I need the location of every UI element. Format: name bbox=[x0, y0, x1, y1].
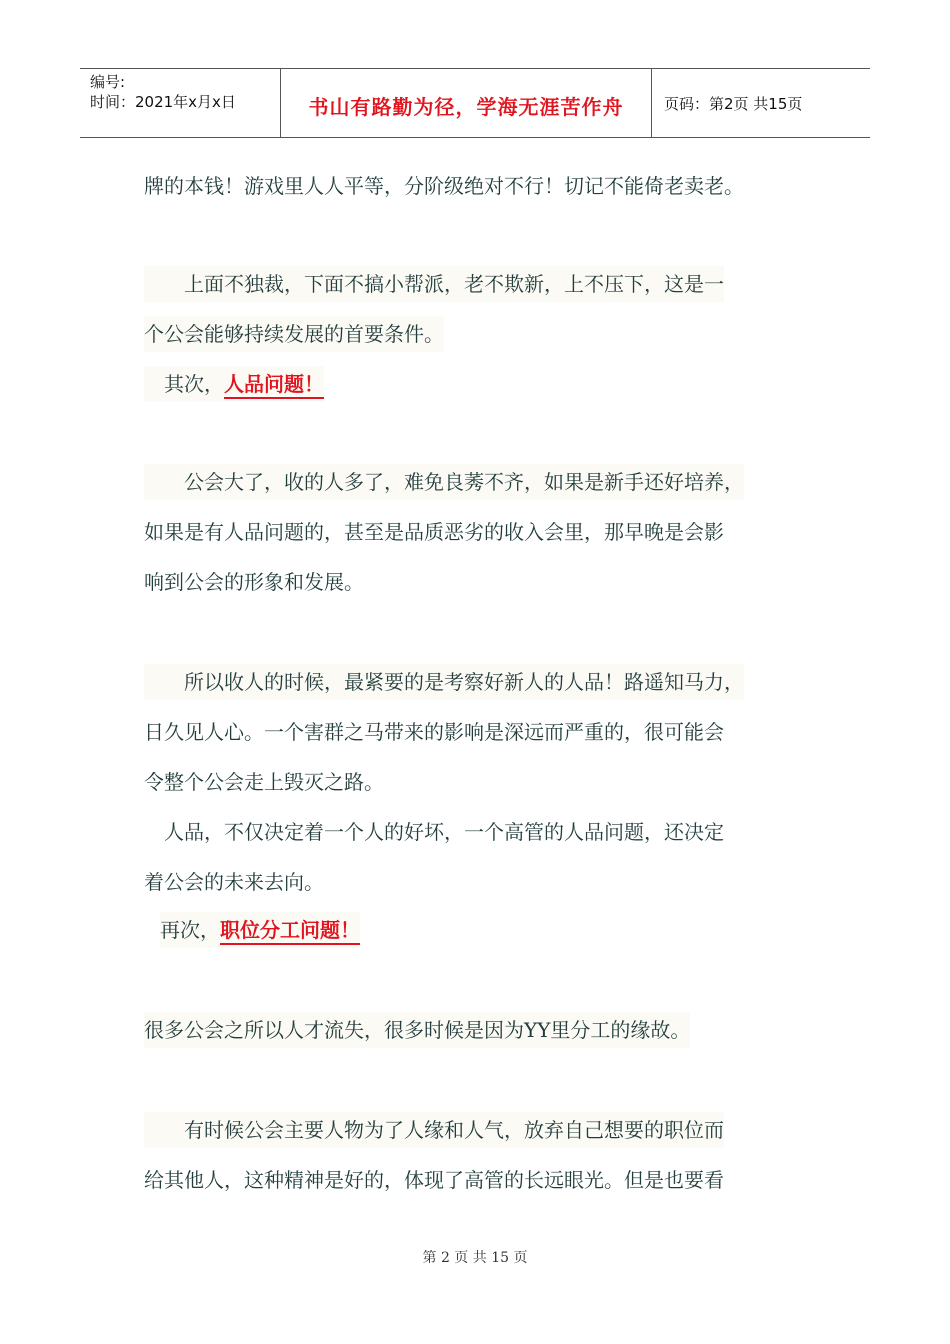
header-page-cell bbox=[652, 69, 870, 137]
section-lead: 其次， bbox=[144, 372, 224, 396]
text-line: 公会大了，收的人多了，难免良莠不齐，如果是新手还好培养， bbox=[144, 464, 744, 500]
text-line: 上面不独裁，下面不搞小帮派，老不欺新，上不压下，这是一 bbox=[144, 266, 724, 302]
text-line: 所以收人的时候，最紧要的是考察好新人的人品！路遥知马力， bbox=[144, 664, 744, 700]
header-meta-cell bbox=[80, 69, 281, 137]
motto: 书山有路勤为径，学海无涯苦作舟 bbox=[308, 95, 624, 119]
text-line: 着公会的未来去向。 bbox=[144, 870, 324, 894]
text-line: 响到公会的形象和发展。 bbox=[144, 570, 364, 594]
text-line: 令整个公会走上毁灭之路。 bbox=[144, 770, 384, 794]
section-heading: 人品问题！ bbox=[224, 372, 324, 399]
text-line: 个公会能够持续发展的首要条件。 bbox=[144, 316, 444, 352]
text-line: 日久见人心。一个害群之马带来的影响是深远而严重的，很可能会 bbox=[144, 720, 724, 744]
section-heading: 职位分工问题！ bbox=[220, 918, 360, 945]
page-info: 页码：第2页 共15页 bbox=[664, 95, 803, 113]
text-line: 很多公会之所以人才流失，很多时候是因为YY里分工的缘故。 bbox=[144, 1012, 690, 1048]
text-line: 如果是有人品问题的，甚至是品质恶劣的收入会里，那早晚是会影 bbox=[144, 520, 724, 544]
text-line: 人品，不仅决定着一个人的好坏，一个高管的人品问题，还决定 bbox=[144, 820, 724, 844]
number-label: 编号: bbox=[90, 73, 126, 91]
date-line: 时间：2021年x月x日 bbox=[90, 93, 236, 111]
header-motto-cell bbox=[281, 69, 652, 137]
text-line: 牌的本钱！游戏里人人平等，分阶级绝对不行！切记不能倚老卖老。 bbox=[144, 174, 744, 198]
page-header bbox=[80, 68, 870, 138]
text-line: 有时候公会主要人物为了人缘和人气，放弃自己想要的职位而 bbox=[144, 1112, 724, 1148]
section-lead: 再次， bbox=[160, 918, 220, 942]
text-line: 给其他人，这种精神是好的，体现了高管的长远眼光。但是也要看 bbox=[144, 1168, 724, 1192]
page-footer: 第 2 页 共 15 页 bbox=[422, 1250, 528, 1266]
